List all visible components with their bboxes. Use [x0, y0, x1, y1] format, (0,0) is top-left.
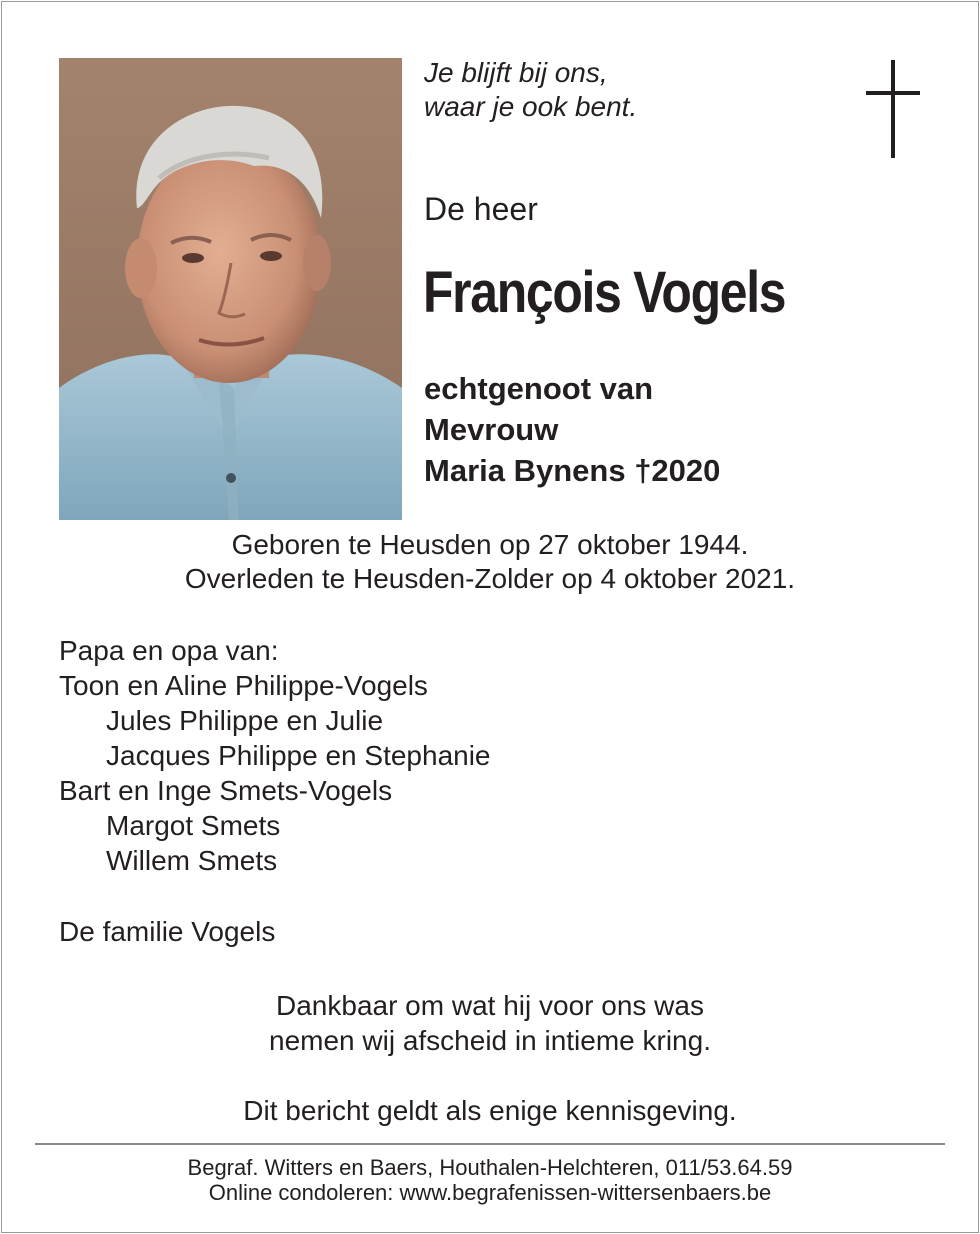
honorific: De heer — [424, 191, 538, 227]
spouse-line: echtgenoot van — [424, 371, 654, 406]
family-member: Jules Philippe en Julie — [106, 705, 384, 736]
cross-icon — [864, 60, 924, 165]
portrait-illustration — [59, 58, 402, 520]
life-dates — [0, 528, 980, 596]
footer-divider — [35, 1143, 945, 1145]
family-member: Bart en Inge Smets-Vogels — [59, 775, 393, 806]
spouse-info — [424, 368, 720, 491]
portrait-photo — [59, 58, 402, 520]
family-member: Willem Smets — [106, 845, 278, 876]
quote-line: waar je ook bent. — [424, 91, 638, 122]
birth-line: Geboren te Heusden op 27 oktober 1944. — [231, 529, 749, 560]
quote-line: Je blijft bij ons, — [424, 57, 608, 88]
footer — [0, 1155, 980, 1205]
undertaker-info: Begraf. Witters en Baers, Houthalen-Helchteren, 011/53.64.59 — [187, 1155, 793, 1180]
family-member: Margot Smets — [106, 810, 281, 841]
notice-statement: Dit bericht geldt als enige kennisgeving. — [243, 1095, 737, 1126]
thanks-line: nemen wij afscheid in intieme kring. — [269, 1025, 711, 1056]
spouse-line: Mevrouw — [424, 412, 559, 447]
family-closing: De familie Vogels — [59, 916, 276, 947]
thanks-message — [0, 988, 980, 1058]
spouse-line: Maria Bynens †2020 — [424, 453, 721, 488]
family-list — [59, 633, 491, 949]
thanks-line: Dankbaar om wat hij voor ons was — [276, 990, 704, 1021]
family-intro: Papa en opa van: — [59, 635, 279, 666]
family-member: Toon en Aline Philippe-Vogels — [59, 670, 428, 701]
condolence-link[interactable]: Online condoleren: www.begrafenissen-wittersenbaers.be — [208, 1180, 772, 1205]
memorial-quote — [424, 56, 637, 124]
deceased-name: François Vogels — [423, 260, 786, 325]
spacer — [59, 878, 491, 914]
death-line: Overleden te Heusden-Zolder op 4 oktober 2021. — [184, 563, 796, 594]
family-member: Jacques Philippe en Stephanie — [106, 740, 491, 771]
